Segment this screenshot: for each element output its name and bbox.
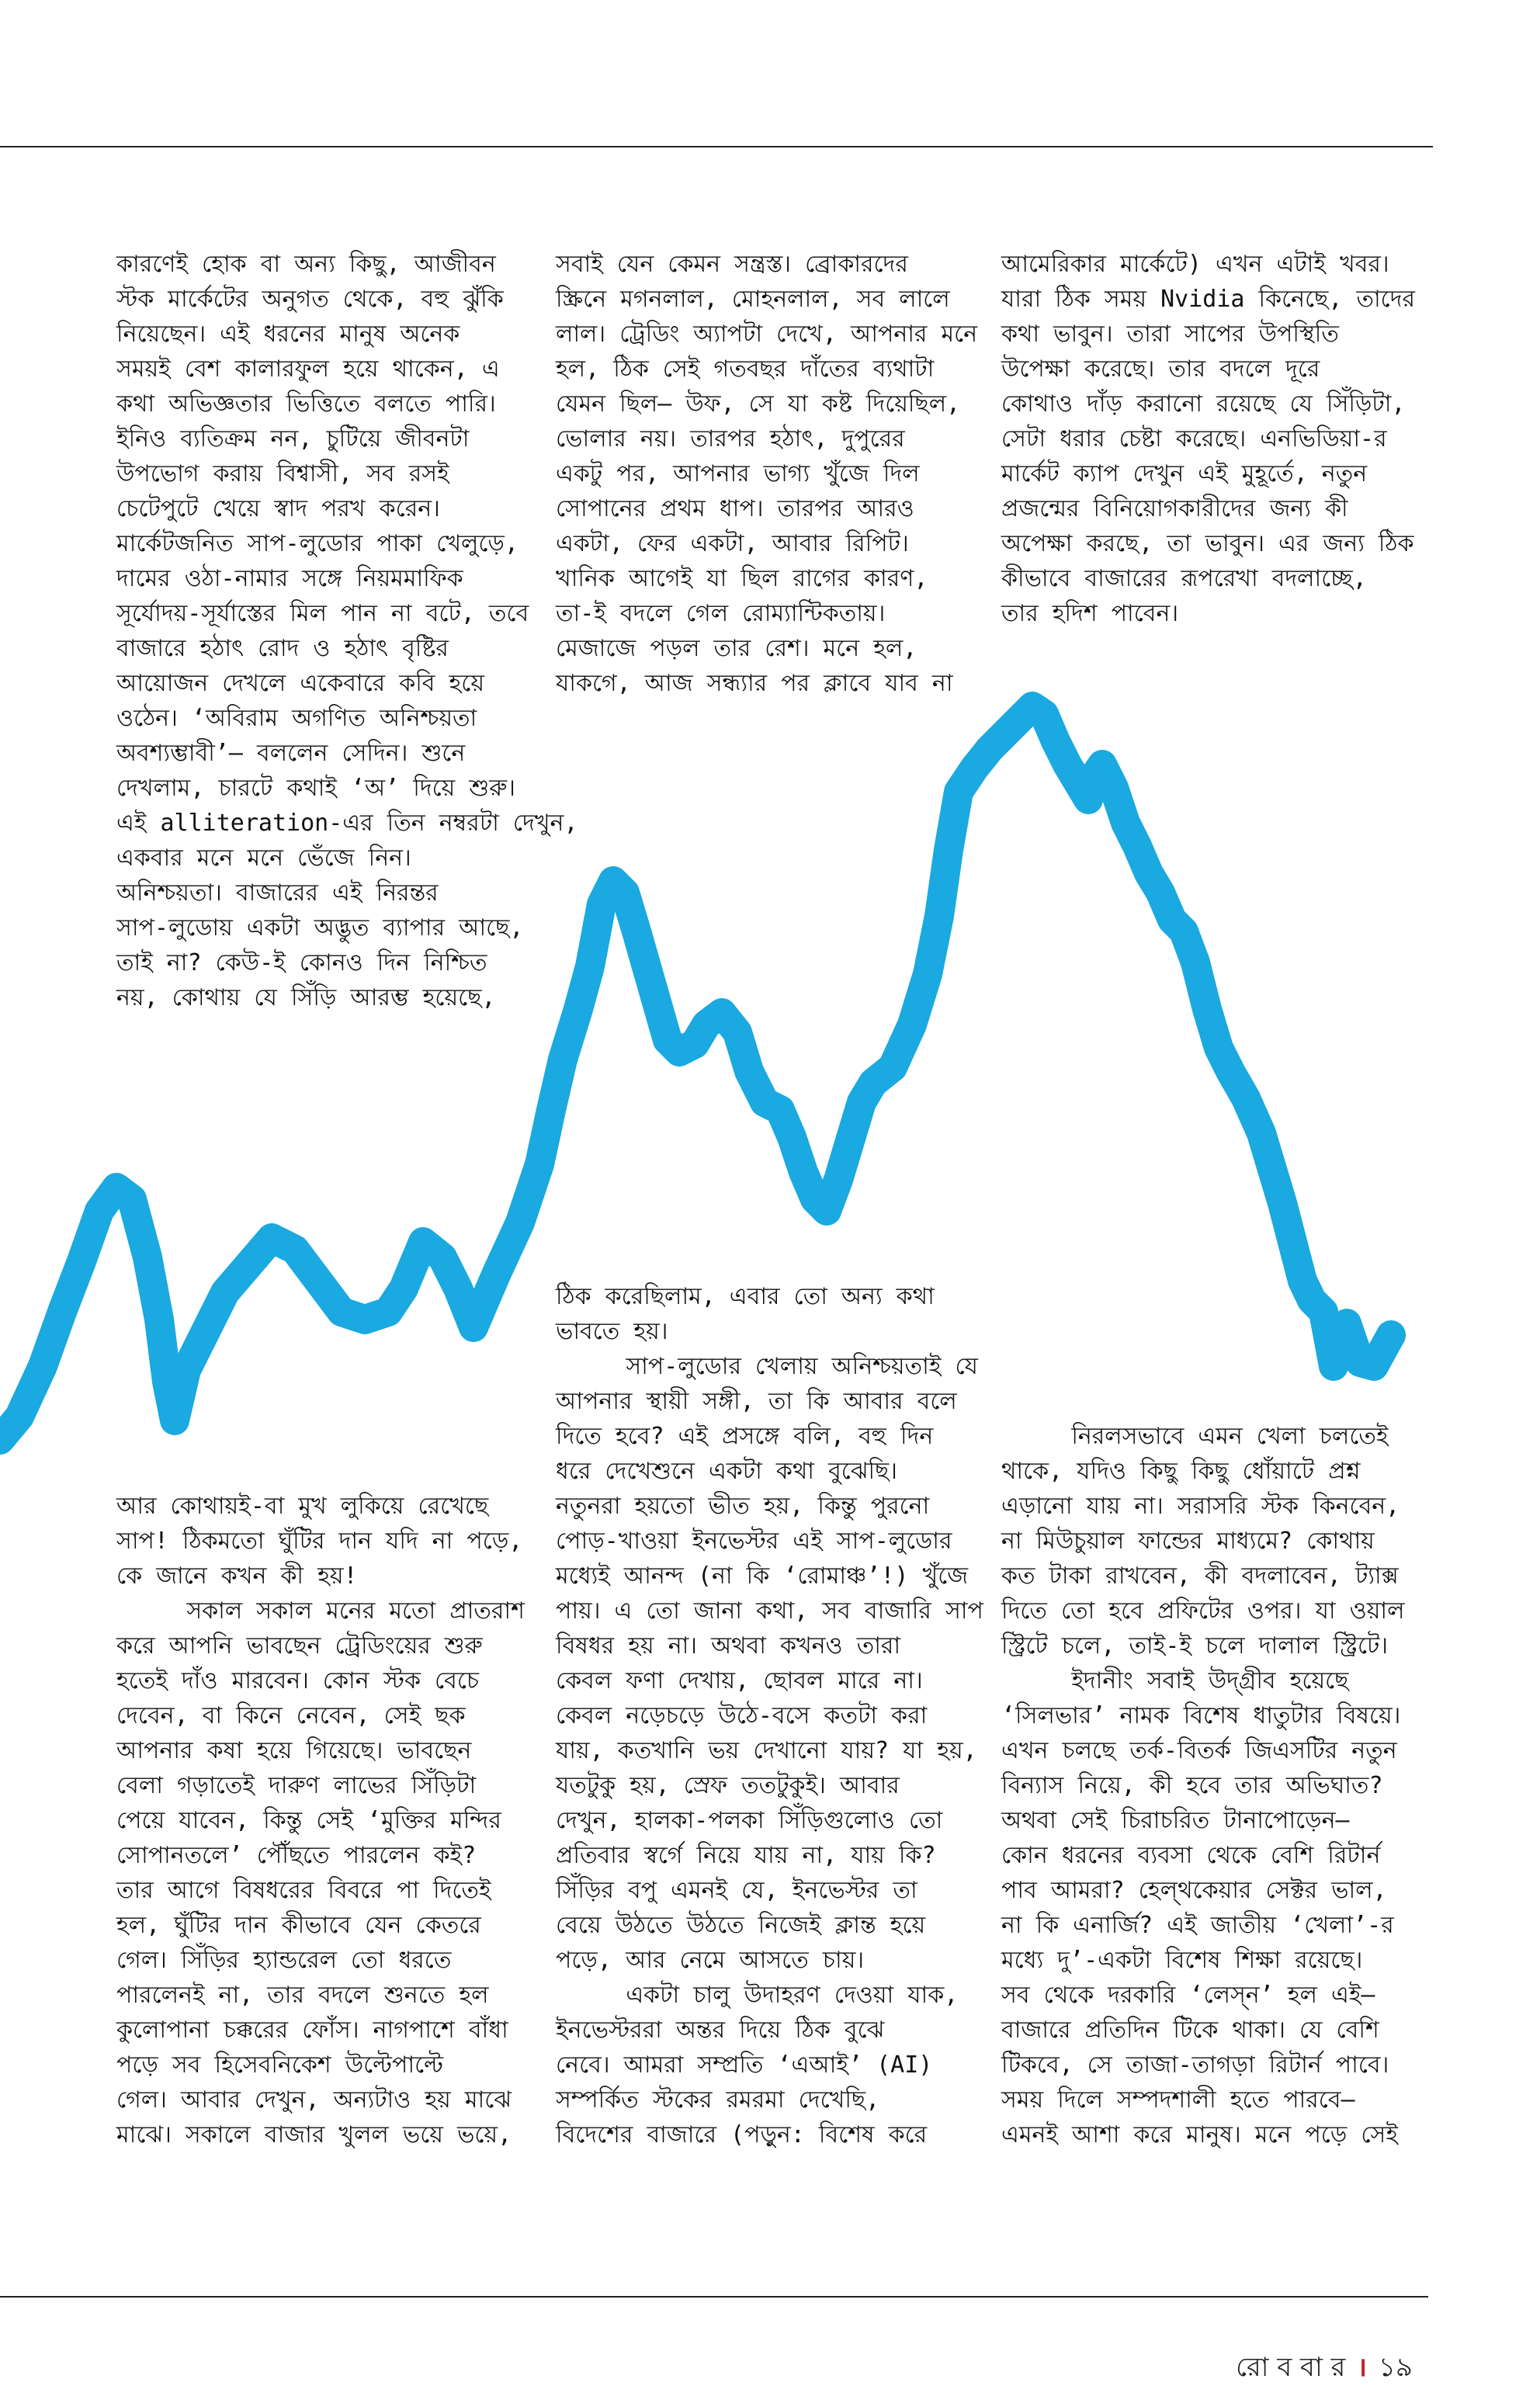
bottom-rule [0, 2296, 1428, 2298]
article-column-1-top: কারণেই হোক বা অন্য কিছু, আজীবন স্টক মার্কেটের অনুগত থেকে, বহু ঝুঁকি নিয়েছেন। এই ধরনের মানুষ অনেক সময়ই বেশ কালারফুল হয়ে থাকেন, এ কথা অভিজ্ঞতার ভিত্তিতে বলতে পারি। ইনিও ব্যতিক্রম নন, চুটিয়ে জীবনটা উপভোগ করায় বিশ্বাসী, সব রসই চেটেপুটে খেয়ে স্বাদ পরখ করেন। মার্কেটজনিত সাপ-লুডোর পাকা খেলুড়ে, দামের ওঠা-নামার সঙ্গে নিয়মমাফিক সূর্যোদয়-সূর্যাস্তের মিল পান না বটে, তবে বাজারে হঠাৎ রোদ ও হঠাৎ বৃষ্টির আয়োজন দেখলে একেবারে কবি হয়ে ওঠেন। ‘অবিরাম অগণিত অনিশ্চয়তা অবশ্যম্ভাবী’— বললেন সেদিন। শুনে দেখলাম, চারটে কথাই ‘অ’ দিয়ে শুরু। এই alliteration-এর তিন নম্বরটা দেখুন, একবার মনে মনে ভেঁজে নিন। অনিশ্চয়তা। বাজারের এই নিরন্তর সাপ-লুডোয় একটা অদ্ভুত ব্যাপার আছে, তাই না? কেউ-ই কোনও দিন নিশ্চিত নয়, কোথায় যে সিঁড়ি আরম্ভ হয়েছে, [116, 251, 578, 1011]
footer-separator: । [1357, 2352, 1368, 2383]
article-column-3-bottom: নিরলসভাবে এমন খেলা চলতেই থাকে, যদিও কিছু কিছু ধোঁয়াটে প্রশ্ন এড়ানো যায় না। সরাসরি স্টক কিনবেন, না মিউচুয়াল ফান্ডের মাধ্যমে? কোথায় কত টাকা রাখবেন, কী বদলাবেন, ট্যাক্স দিতে তো হবে প্রফিটের ওপর। যা ওয়াল স্ট্রিটে চলে, তাই-ই চলে দালাল স্ট্রিটে। ইদানীং সবাই উদ্‌গ্রীব হয়েছে ‘সিলভার’ নামক বিশেষ ধাতুটার বিষয়ে। এখন চলছে তর্ক-বিতর্ক জিএসটির নতুন বিন্যাস নিয়ে, কী হবে তার অভিঘাত? অথবা সেই চিরাচরিত টানাপোড়েন— কোন ধরনের ব্যবসা থেকে বেশি রিটার্ন পাব আমরা? হেল্‌থকেয়ার সেক্টর ভাল, না কি এনার্জি? এই জাতীয় ‘খেলা’-র মধ্যে দু’-একটা বিশেষ শিক্ষা রয়েছে। সব থেকে দরকারি ‘লেস্‌ন’ হল এই— বাজারে প্রতিদিন টিকে থাকা। যে বেশি টিকবে, সে তাজা-তাগড়া রিটার্ন পাবে। সময় দিলে সম্পদশালী হতে পারবে— এমনই আশা করে মানুষ। মনে পড়ে সেই [1001, 1423, 1405, 2148]
article-column-2-top: সবাই যেন কেমন সন্ত্রস্ত। ব্রোকারদের স্ক্রিনে মগনলাল, মোহনলাল, সব লালে লাল। ট্রেডিং অ্যাপটা দেখে, আপনার মনে হল, ঠিক সেই গতবছর দাঁতের ব্যথাটা যেমন ছিল— উফ, সে যা কষ্ট দিয়েছিল, ভোলার নয়। তারপর হঠাৎ, দুপুরের একটু পর, আপনার ভাগ্য খুঁজে দিল সোপানের প্রথম ধাপ। তারপর আরও একটা, ফের একটা, আবার রিপিট। খানিক আগেই যা ছিল রাগের কারণ, তা-ই বদলে গেল রোম্যান্টিকতায়। মেজাজে পড়ল তার রেশ। মনে হল, যাকগে, আজ সন্ধ্যার পর ক্লাবে যাব না [556, 251, 978, 697]
magazine-name: রো ব বা র [1236, 2352, 1346, 2383]
article-column-2-bottom: ঠিক করেছিলাম, এবার তো অন্য কথা ভাবতে হয়। সাপ-লুডোর খেলায় অনিশ্চয়তাই যে আপনার স্থায়ী সঙ্গী, তা কি আবার বলে দিতে হবে? এই প্রসঙ্গে বলি, বহু দিন ধরে দেখেশুনে একটা কথা বুঝেছি। নতুনরা হয়তো ভীত হয়, কিন্তু পুরনো পোড়-খাওয়া ইনভেস্টর এই সাপ-লুডোর মধ্যেই আনন্দ (না কি ‘রোমাঞ্চ’!) খুঁজে পায়। এ তো জানা কথা, সব বাজারি সাপ বিষধর হয় না। অথবা কখনও তারা কেবল ফণা দেখায়, ছোবল মারে না। কেবল নড়েচড়ে উঠে-বসে কতটা করা যায়, কতখানি ভয় দেখানো যায়? যা হয়, যতটুকু হয়, স্রেফ ততটুকুই। আবার দেখুন, হালকা-পলকা সিঁড়িগুলোও তো প্রতিবার স্বর্গে নিয়ে যায় না, যায় কি? সিঁড়ির বপু এমনই যে, ইনভেস্টর তা বেয়ে উঠতে উঠতে নিজেই ক্লান্ত হয়ে পড়ে, আর নেমে আসতে চায়। একটা চালু উদাহরণ দেওয়া যাক, ইনভেস্টররা অন্তর দিয়ে ঠিক বুঝে নেবে। আমরা সম্প্রতি ‘এআই’ (AI) সম্পর্কিত স্টকের রমরমা দেখেছি, বিদেশের বাজারে (পড়ুন: বিশেষ করে [556, 1283, 983, 2148]
page-number: ১৯ [1378, 2352, 1413, 2383]
article-column-1-bottom: আর কোথায়ই-বা মুখ লুকিয়ে রেখেছে সাপ! ঠিকমতো ঘুঁটির দান যদি না পড়ে, কে জানে কখন কী হয়! সকাল সকাল মনের মতো প্রাতরাশ করে আপনি ভাবছেন ট্রেডিংয়ের শুরু হতেই দাঁও মারবেন। কোন স্টক বেচে দেবেন, বা কিনে নেবেন, সেই ছক আপনার কষা হয়ে গিয়েছে। ভাবছেন বেলা গড়াতেই দারুণ লাভের সিঁড়িটা পেয়ে যাবেন, কিন্তু সেই ‘মুক্তির মন্দির সোপানতলে’ পৌঁছতে পারলেন কই? তার আগে বিষধরের বিবরে পা দিতেই হল, ঘুঁটির দান কীভাবে যেন কেতরে গেল। সিঁড়ির হ্যান্ডরেল তো ধরতে পারলেনই না, তার বদলে শুনতে হল কুলোপানা চক্করের ফোঁস। নাগপাশে বাঁধা পড়ে সব হিসেবনিকেশ উল্টেপাল্টে গেল। আবার দেখুন, অন্যটাও হয় মাঝে মাঝে। সকালে বাজার খুলল ভয়ে ভয়ে, [116, 1493, 525, 2148]
page-footer [1236, 2347, 1413, 2391]
article-column-3-top: আমেরিকার মার্কেটে) এখন এটাই খবর। যারা ঠিক সময় Nvidia কিনেছে, তাদের কথা ভাবুন। তারা সাপের উপস্থিতি উপেক্ষা করেছে। তার বদলে দূরে কোথাও দাঁড় করানো রয়েছে যে সিঁড়িটা, সেটা ধরার চেষ্টা করেছে। এনভিডিয়া-র মার্কেট ক্যাপ দেখুন এই মুহূর্তে, নতুন প্রজন্মের বিনিয়োগকারীদের জন্য কী অপেক্ষা করছে, তা ভাবুন। এর জন্য ঠিক কীভাবে বাজারের রূপরেখা বদলাচ্ছে, তার হদিশ পাবেন। [1001, 251, 1415, 627]
